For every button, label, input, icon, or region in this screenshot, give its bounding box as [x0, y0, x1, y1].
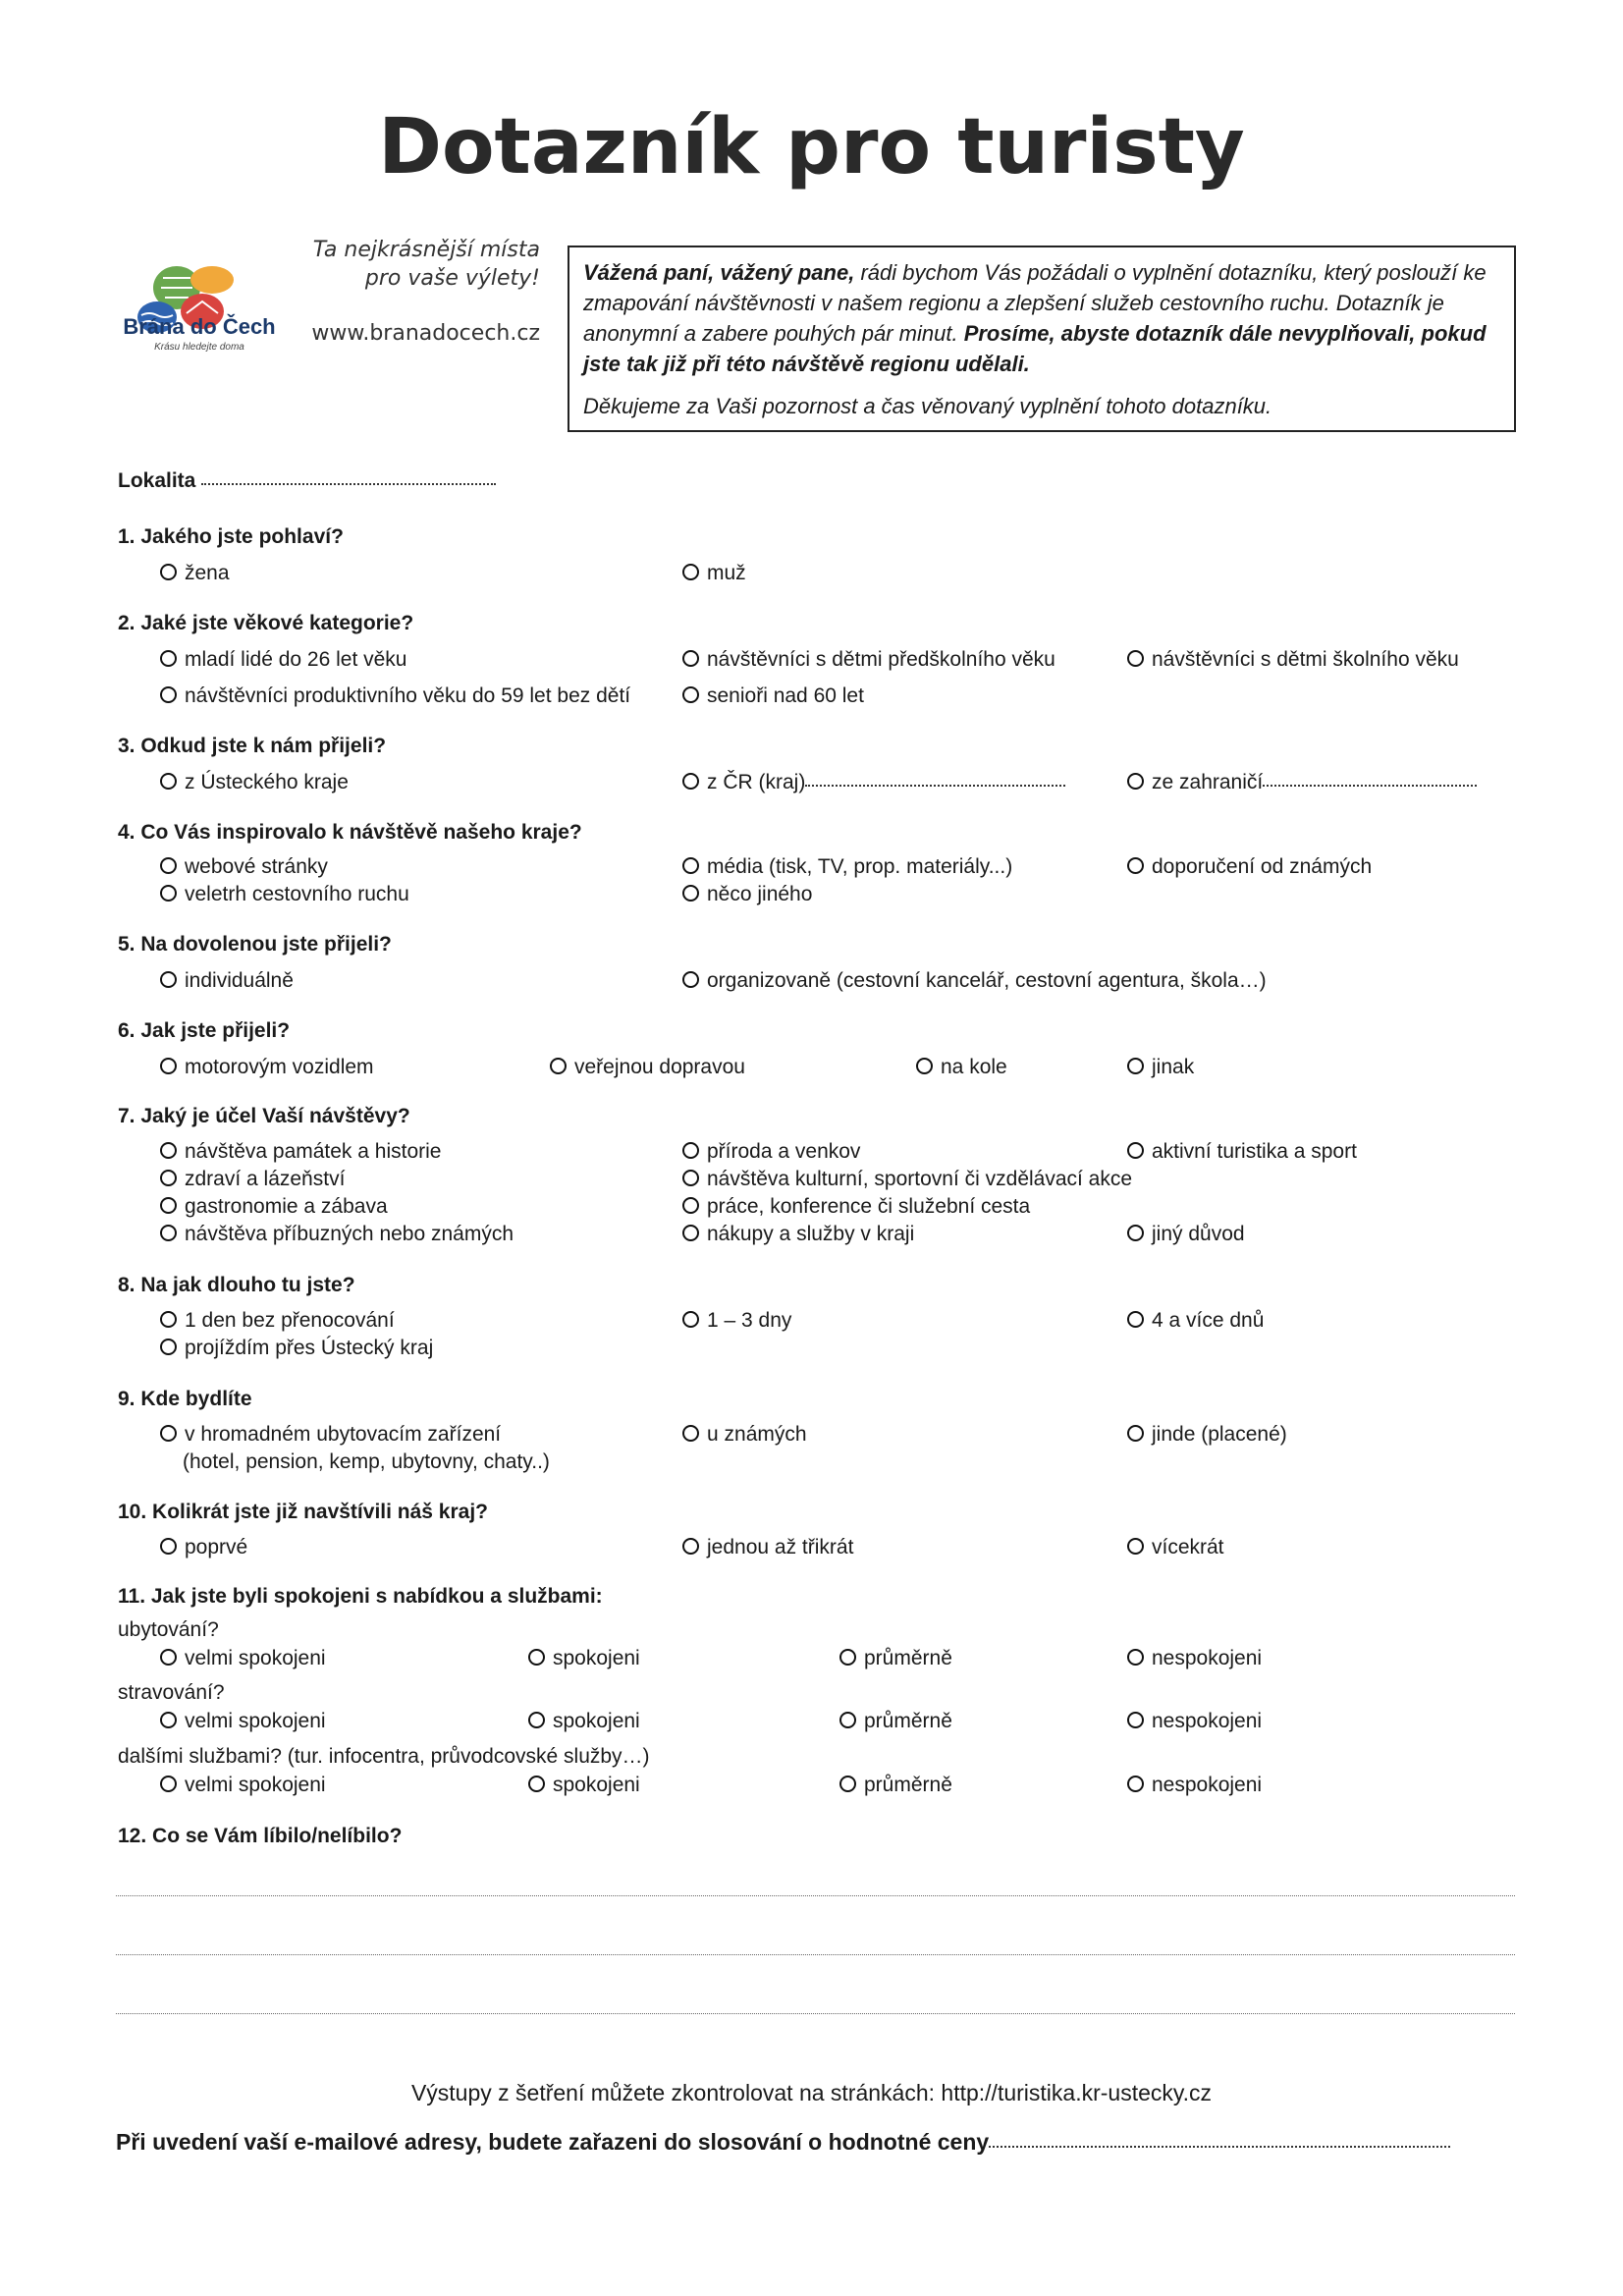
radio-circle-icon	[160, 1339, 177, 1355]
radio-circle-icon	[528, 1776, 545, 1792]
radio-circle-icon	[682, 686, 699, 703]
option-radio[interactable]: 1 – 3 dny	[682, 1309, 791, 1333]
question-8: 8. Na jak dlouho tu jste?	[118, 1274, 355, 1296]
radio-circle-icon	[160, 1776, 177, 1792]
radio-circle-icon	[1127, 1311, 1144, 1328]
option-radio[interactable]: veletrh cestovního ruchu	[160, 883, 409, 906]
option-radio[interactable]: u známých	[682, 1423, 807, 1447]
option-radio[interactable]: návštěvníci s dětmi předškolního věku	[682, 648, 1055, 672]
radio-circle-icon	[160, 857, 177, 874]
radio-circle-icon	[160, 1538, 177, 1555]
radio-circle-icon	[682, 564, 699, 580]
option-radio[interactable]: velmi spokojeni	[160, 1774, 326, 1797]
option-radio[interactable]: návštěva památek a historie	[160, 1140, 441, 1164]
results-note: Výstupy z šetření můžete zkontrolovat na stránkách: http://turistika.kr-ustecky.cz	[410, 2080, 1213, 2105]
locality-label: Lokalita	[118, 469, 196, 492]
option-radio[interactable]: média (tisk, TV, prop. materiály...)	[682, 855, 1012, 879]
website-link[interactable]: www.branadocech.cz	[311, 321, 540, 346]
radio-circle-icon	[160, 1170, 177, 1186]
radio-circle-icon	[682, 773, 699, 790]
question-11: 11. Jak jste byli spokojeni s nabídkou a službami:	[118, 1585, 603, 1608]
radio-circle-icon	[682, 1425, 699, 1442]
option-radio[interactable]: velmi spokojeni	[160, 1710, 326, 1733]
slogan	[285, 236, 540, 293]
radio-circle-icon	[528, 1712, 545, 1728]
radio-circle-icon	[682, 1142, 699, 1159]
slogan-line-2: pro vaše výlety!	[364, 266, 540, 291]
option-radio[interactable]: 4 a více dnů	[1127, 1309, 1264, 1333]
option-radio[interactable]: jiný důvod	[1127, 1223, 1245, 1246]
radio-circle-icon	[916, 1058, 933, 1074]
option-radio[interactable]: nespokojeni	[1127, 1647, 1262, 1670]
radio-circle-icon	[160, 1225, 177, 1241]
option-radio[interactable]: na kole	[916, 1056, 1007, 1079]
question-3: 3. Odkud jste k nám přijeli?	[118, 735, 387, 757]
option-radio[interactable]: z ČR (kraj)	[682, 771, 1065, 794]
question-12: 12. Co se Vám líbilo/nelíbilo?	[118, 1825, 403, 1847]
radio-circle-icon	[682, 650, 699, 667]
option-radio[interactable]: průměrně	[839, 1710, 952, 1733]
radio-circle-icon	[160, 650, 177, 667]
option-radio[interactable]: poprvé	[160, 1536, 247, 1559]
option-radio[interactable]: spokojeni	[528, 1774, 640, 1797]
brand-name: Brána do Čech	[123, 314, 276, 339]
option-radio[interactable]: webové stránky	[160, 855, 328, 879]
option-radio[interactable]: ze zahraničí	[1127, 771, 1477, 794]
option-radio[interactable]: muž	[682, 562, 746, 585]
radio-circle-icon	[160, 1712, 177, 1728]
option-radio[interactable]: projíždím přes Ústecký kraj	[160, 1337, 433, 1360]
radio-circle-icon	[160, 1311, 177, 1328]
option-radio[interactable]: nespokojeni	[1127, 1774, 1262, 1797]
radio-circle-icon	[839, 1776, 856, 1792]
radio-circle-icon	[1127, 1712, 1144, 1728]
option-radio[interactable]: průměrně	[839, 1647, 952, 1670]
radio-circle-icon	[1127, 1058, 1144, 1074]
option-radio[interactable]: návštěva příbuzných nebo známých	[160, 1223, 514, 1246]
option-radio[interactable]: senioři nad 60 let	[682, 684, 864, 708]
option-radio[interactable]: mladí lidé do 26 let věku	[160, 648, 406, 672]
option-radio[interactable]: jinde (placené)	[1127, 1423, 1287, 1447]
radio-circle-icon	[1127, 1776, 1144, 1792]
option-radio[interactable]: aktivní turistika a sport	[1127, 1140, 1357, 1164]
question-6: 6. Jak jste přijeli?	[118, 1019, 291, 1042]
option-radio[interactable]: spokojeni	[528, 1647, 640, 1670]
radio-circle-icon	[682, 1170, 699, 1186]
radio-circle-icon	[1127, 1225, 1144, 1241]
radio-circle-icon	[550, 1058, 567, 1074]
radio-circle-icon	[682, 885, 699, 902]
question-1: 1. Jakého jste pohlaví?	[118, 525, 344, 548]
radio-circle-icon	[682, 857, 699, 874]
option-radio[interactable]: gastronomie a zábava	[160, 1195, 388, 1219]
question-10: 10. Kolikrát jste již navštívili náš kraj?	[118, 1501, 488, 1523]
subquestion-other-services: dalšími službami? (tur. infocentra, průvodcovské služby…)	[118, 1745, 650, 1768]
radio-circle-icon	[160, 1649, 177, 1666]
radio-circle-icon	[682, 1311, 699, 1328]
question-7: 7. Jaký je účel Vaší návštěvy?	[118, 1105, 410, 1127]
radio-circle-icon	[160, 773, 177, 790]
option-note: (hotel, pension, kemp, ubytovny, chaty..)	[183, 1450, 550, 1473]
email-field[interactable]	[116, 2129, 1450, 2156]
email-label: Při uvedení vaší e-mailové adresy, budete zařazeni do slosování o hodnotné ceny	[116, 2129, 990, 2155]
intro-request: Prosíme, abyste dotazník dále nevyplňovali, pokud jste tak již při této návštěvě regionu udělali.	[583, 321, 1487, 376]
option-radio[interactable]: individuálně	[160, 969, 294, 993]
option-radio[interactable]: zdraví a lázeňství	[160, 1168, 345, 1191]
question-4: 4. Co Vás inspirovalo k návštěvě našeho kraje?	[118, 821, 582, 844]
option-radio[interactable]: příroda a venkov	[682, 1140, 860, 1164]
option-radio[interactable]: průměrně	[839, 1774, 952, 1797]
radio-circle-icon	[160, 1058, 177, 1074]
subquestion-dining: stravování?	[118, 1681, 225, 1704]
answer-line[interactable]	[116, 2013, 1515, 2014]
radio-circle-icon	[160, 686, 177, 703]
option-radio[interactable]: návštěva kulturní, sportovní či vzdělávací akce	[682, 1168, 1132, 1191]
option-radio[interactable]: jednou až třikrát	[682, 1536, 853, 1559]
radio-circle-icon	[839, 1649, 856, 1666]
option-radio[interactable]: z Ústeckého kraje	[160, 771, 349, 794]
option-radio[interactable]: nákupy a služby v kraji	[682, 1223, 914, 1246]
radio-circle-icon	[1127, 1649, 1144, 1666]
radio-circle-icon	[160, 564, 177, 580]
radio-circle-icon	[528, 1649, 545, 1666]
intro-thanks: Děkujeme za Vaši pozornost a čas věnovaný vyplnění tohoto dotazníku.	[583, 394, 1272, 418]
option-radio[interactable]: velmi spokojeni	[160, 1647, 326, 1670]
intro-box	[568, 246, 1516, 432]
radio-circle-icon	[1127, 1538, 1144, 1555]
intro-greeting: Vážená paní, vážený pane,	[583, 260, 855, 285]
radio-circle-icon	[682, 971, 699, 988]
radio-circle-icon	[160, 885, 177, 902]
option-radio[interactable]: návštěvníci produktivního věku do 59 let bez dětí	[160, 684, 630, 708]
radio-circle-icon	[160, 1425, 177, 1442]
answer-line[interactable]	[116, 1895, 1515, 1896]
page-title: Dotazník pro turisty	[378, 103, 1245, 191]
option-radio[interactable]: motorovým vozidlem	[160, 1056, 374, 1079]
radio-circle-icon	[1127, 1142, 1144, 1159]
option-radio[interactable]: práce, konference či služební cesta	[682, 1195, 1030, 1219]
question-5: 5. Na dovolenou jste přijeli?	[118, 933, 392, 956]
option-radio[interactable]: organizovaně (cestovní kancelář, cestovní agentura, škola…)	[682, 969, 1267, 993]
radio-circle-icon	[839, 1712, 856, 1728]
answer-line[interactable]	[116, 1954, 1515, 1955]
option-radio[interactable]: veřejnou dopravou	[550, 1056, 745, 1079]
radio-circle-icon	[160, 971, 177, 988]
option-radio[interactable]: návštěvníci s dětmi školního věku	[1127, 648, 1459, 672]
radio-circle-icon	[1127, 857, 1144, 874]
radio-circle-icon	[682, 1225, 699, 1241]
option-radio[interactable]: nespokojeni	[1127, 1710, 1262, 1733]
question-2: 2. Jaké jste věkové kategorie?	[118, 612, 414, 634]
intro-text: rádi bychom Vás požádali o vyplnění dotazníku, který poslouží ke zmapování návštěvnosti v našem regionu a zlepšení služeb cestovního ruchu. Dotazník je anonymní a zabere pouhých pár minut.	[583, 260, 1487, 346]
radio-circle-icon	[682, 1197, 699, 1214]
radio-circle-icon	[1127, 773, 1144, 790]
radio-circle-icon	[682, 1538, 699, 1555]
radio-circle-icon	[160, 1142, 177, 1159]
option-radio[interactable]: 1 den bez přenocování	[160, 1309, 395, 1333]
subquestion-accommodation: ubytování?	[118, 1618, 219, 1641]
option-radio[interactable]: jinak	[1127, 1056, 1194, 1079]
question-9: 9. Kde bydlíte	[118, 1388, 252, 1410]
option-radio[interactable]: doporučení od známých	[1127, 855, 1372, 879]
radio-circle-icon	[160, 1197, 177, 1214]
radio-circle-icon	[1127, 1425, 1144, 1442]
option-radio[interactable]: žena	[160, 562, 230, 585]
option-radio[interactable]: v hromadném ubytovacím zařízení	[160, 1423, 501, 1447]
option-radio[interactable]: vícekrát	[1127, 1536, 1224, 1559]
locality-field[interactable]	[118, 469, 496, 493]
brand-tagline: Krásu hledejte doma	[154, 342, 244, 353]
option-radio[interactable]: něco jiného	[682, 883, 812, 906]
slogan-line-1: Ta nejkrásnější místa	[312, 238, 540, 262]
radio-circle-icon	[1127, 650, 1144, 667]
option-radio[interactable]: spokojeni	[528, 1710, 640, 1733]
